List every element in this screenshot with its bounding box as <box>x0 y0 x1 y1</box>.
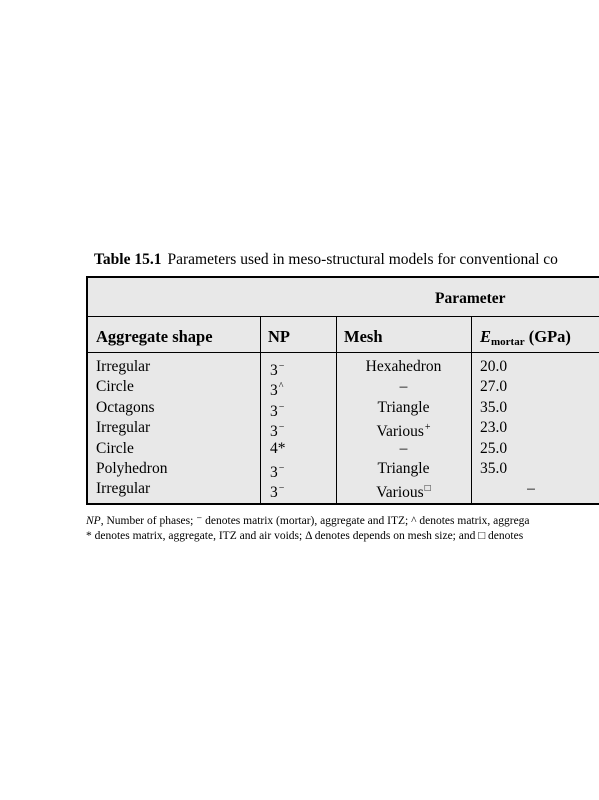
np-value: 3 <box>270 464 278 481</box>
cell-e-mortar: 23.0 <box>480 419 508 437</box>
np-superscript: ^ <box>278 381 284 393</box>
mesh-value: Various <box>376 484 424 502</box>
table-footnote <box>86 514 530 544</box>
cell-e-mortar: 27.0 <box>480 378 508 396</box>
cell-mesh <box>336 357 471 377</box>
cell-aggregate-shape: Irregular <box>96 480 151 498</box>
cell-mesh <box>336 439 471 459</box>
mesh-value: Hexahedron <box>365 358 442 375</box>
cell-e-mortar: 25.0 <box>480 439 508 457</box>
cell-aggregate-shape: Polyhedron <box>96 460 168 477</box>
column-header-rule <box>88 352 599 353</box>
cell-aggregate-shape: Circle <box>96 439 134 457</box>
column-header-e-mortar <box>480 327 571 348</box>
table-caption <box>94 250 558 270</box>
cell-e-mortar: 35.0 <box>480 460 508 477</box>
table-caption-label: Table 15.1 <box>94 251 162 268</box>
column-header-aggregate-shape: Aggregate shape <box>96 327 213 346</box>
mesh-value: – <box>399 378 408 396</box>
column-divider <box>260 316 261 503</box>
cell-e-mortar: 35.0 <box>480 398 508 416</box>
cell-aggregate-shape: Irregular <box>96 358 151 375</box>
cell-aggregate-shape: Octagons <box>96 398 155 416</box>
parameters-table <box>86 276 599 505</box>
cell-e-mortar: 20.0 <box>480 358 508 375</box>
cell-mesh <box>336 398 471 418</box>
column-header-np: NP <box>268 327 290 346</box>
parameter-group-header: Parameter <box>435 290 506 307</box>
np-value: 3 <box>270 484 278 502</box>
mesh-superscript: + <box>424 422 431 434</box>
cell-mesh <box>336 459 471 479</box>
cell-e-mortar: – <box>527 480 535 498</box>
cell-np <box>270 479 284 503</box>
np-value: 4* <box>270 439 286 457</box>
footnote-line-2: * denotes matrix, aggregate, ITZ and air voids; Δ denotes depends on mesh size; and □ denotes <box>86 530 524 542</box>
column-header-mesh: Mesh <box>344 327 383 346</box>
cell-mesh <box>336 377 471 397</box>
footnote-line-1-text: , Number of phases; ⁻ denotes matrix (mortar), aggregate and ITZ; ^ denotes matrix, aggrega <box>100 515 530 527</box>
np-value: 3 <box>270 423 278 441</box>
mesh-value: Various <box>376 423 424 441</box>
np-superscript: − <box>278 463 285 474</box>
e-symbol: E <box>480 327 492 346</box>
gpa-unit: (GPa) <box>524 327 571 346</box>
cell-np <box>270 439 286 459</box>
mesh-value: Triangle <box>377 398 430 416</box>
np-value: 3 <box>270 362 278 379</box>
np-superscript: − <box>278 401 285 413</box>
np-value: 3 <box>270 382 278 400</box>
mesh-superscript: □ <box>424 483 431 495</box>
cell-aggregate-shape: Circle <box>96 378 134 396</box>
footnote-np-abbrev: NP <box>86 515 101 527</box>
table-caption-text: Parameters used in meso-structural models for conventional co <box>167 251 558 268</box>
np-superscript: − <box>278 422 285 434</box>
footnote-line-1 <box>86 514 530 529</box>
np-superscript: − <box>278 483 285 495</box>
column-divider <box>471 316 472 503</box>
np-superscript: − <box>278 361 285 372</box>
np-value: 3 <box>270 402 278 420</box>
mortar-subscript: mortar <box>491 336 525 348</box>
header-rule <box>88 316 599 317</box>
mesh-value: – <box>399 439 408 457</box>
cell-aggregate-shape: Irregular <box>96 419 151 437</box>
mesh-value: Triangle <box>377 460 430 477</box>
cell-mesh <box>336 479 471 503</box>
